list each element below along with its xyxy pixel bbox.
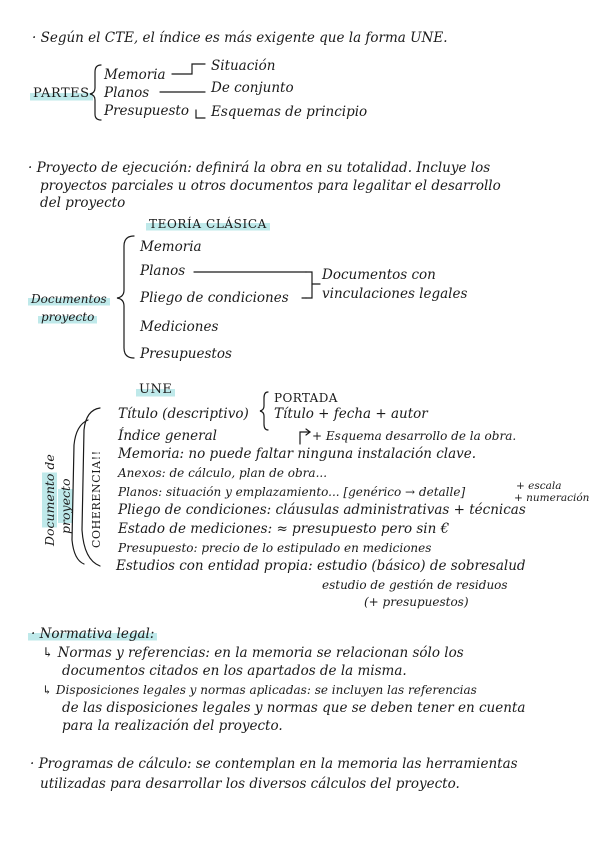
- une-indice: Índice general: [118, 428, 217, 444]
- portada-label: PORTADA: [274, 391, 338, 405]
- partes-label: PARTES: [30, 86, 93, 102]
- documentos-proyecto-label-1: Documentos: [28, 291, 110, 307]
- une-planos-escala: + escala: [516, 480, 562, 492]
- documento-proyecto-vertical-1: Documento de: [42, 454, 57, 546]
- une-heading: UNE: [136, 382, 175, 398]
- une-presupuesto: Presupuesto: precio de lo estipulado en mediciones: [118, 541, 432, 555]
- proyecto-ejecucion-line-1: · Proyecto de ejecución: definirá la obra en su totalidad. Incluye los: [28, 160, 491, 176]
- une-estudios: Estudios con entidad propia: estudio (básico) de sobresalud: [116, 558, 526, 574]
- une-memoria: Memoria: no puede faltar ninguna instalación clave.: [118, 446, 477, 462]
- une-estudios-presupuestos: (+ presupuestos): [364, 595, 469, 609]
- planos-situacion: Situación: [211, 58, 276, 74]
- disposiciones-line-1: ↳ Disposiciones legales y normas aplicadas: se incluyen las referencias: [42, 683, 477, 697]
- documento-proyecto-vertical-2: proyecto: [58, 478, 73, 534]
- normativa-legal-title: · Normativa legal:: [28, 626, 157, 642]
- tc-memoria: Memoria: [140, 239, 202, 255]
- une-estado-mediciones: Estado de mediciones: ≈ presupuesto pero sin €: [118, 521, 450, 537]
- une-planos: Planos: situación y emplazamiento... [genérico → detalle]: [118, 485, 466, 499]
- une-anexos: Anexos: de cálculo, plan de obra...: [118, 466, 328, 480]
- vinculaciones-1: Documentos con: [322, 267, 436, 283]
- partes-memoria: Memoria: [104, 67, 166, 83]
- une-titulo-detalle: Título + fecha + autor: [274, 406, 428, 422]
- planos-conjunto: De conjunto: [211, 80, 294, 96]
- tc-presupuestos: Presupuestos: [140, 346, 232, 362]
- disposiciones-line-3: para la realización del proyecto.: [62, 718, 283, 734]
- normas-line-1: ↳ Normas y referencias: en la memoria se relacionan sólo los: [42, 645, 464, 661]
- planos-esquemas: Esquemas de principio: [211, 104, 368, 120]
- tc-mediciones: Mediciones: [140, 319, 219, 335]
- tc-planos: Planos: [140, 263, 186, 279]
- une-pliego: Pliego de condiciones: cláusulas administrativas + técnicas: [118, 502, 526, 518]
- coherencia-label: COHERENCIA!!: [90, 450, 103, 548]
- cte-note: · Según el CTE, el índice es más exigente que la forma UNE.: [32, 30, 448, 46]
- partes-presupuesto: Presupuesto: [104, 103, 189, 119]
- disposiciones-line-2: de las disposiciones legales y normas que se deben tener en cuenta: [62, 700, 526, 716]
- documentos-proyecto-label-2: proyecto: [38, 309, 97, 325]
- proyecto-ejecucion-line-3: del proyecto: [40, 195, 126, 211]
- vinculaciones-2: vinculaciones legales: [322, 286, 468, 302]
- normas-line-2: documentos citados en los apartados de la misma.: [62, 663, 407, 679]
- une-titulo: Título (descriptivo): [118, 406, 249, 422]
- une-estudios-residuos: estudio de gestión de residuos: [322, 578, 508, 592]
- tc-pliego: Pliego de condiciones: [140, 290, 289, 306]
- teoria-clasica-heading: TEORÍA CLÁSICA: [146, 216, 270, 232]
- programas-line-2: utilizadas para desarrollar los diversos cálculos del proyecto.: [40, 776, 460, 792]
- une-planos-numeracion: + numeración: [514, 492, 590, 504]
- proyecto-ejecucion-line-2: proyectos parciales u otros documentos para legalitar el desarrollo: [40, 178, 501, 194]
- une-indice-nota: + Esquema desarrollo de la obra.: [312, 429, 517, 443]
- programas-line-1: · Programas de cálculo: se contemplan en la memoria las herramientas: [30, 756, 518, 772]
- partes-planos: Planos: [104, 85, 150, 101]
